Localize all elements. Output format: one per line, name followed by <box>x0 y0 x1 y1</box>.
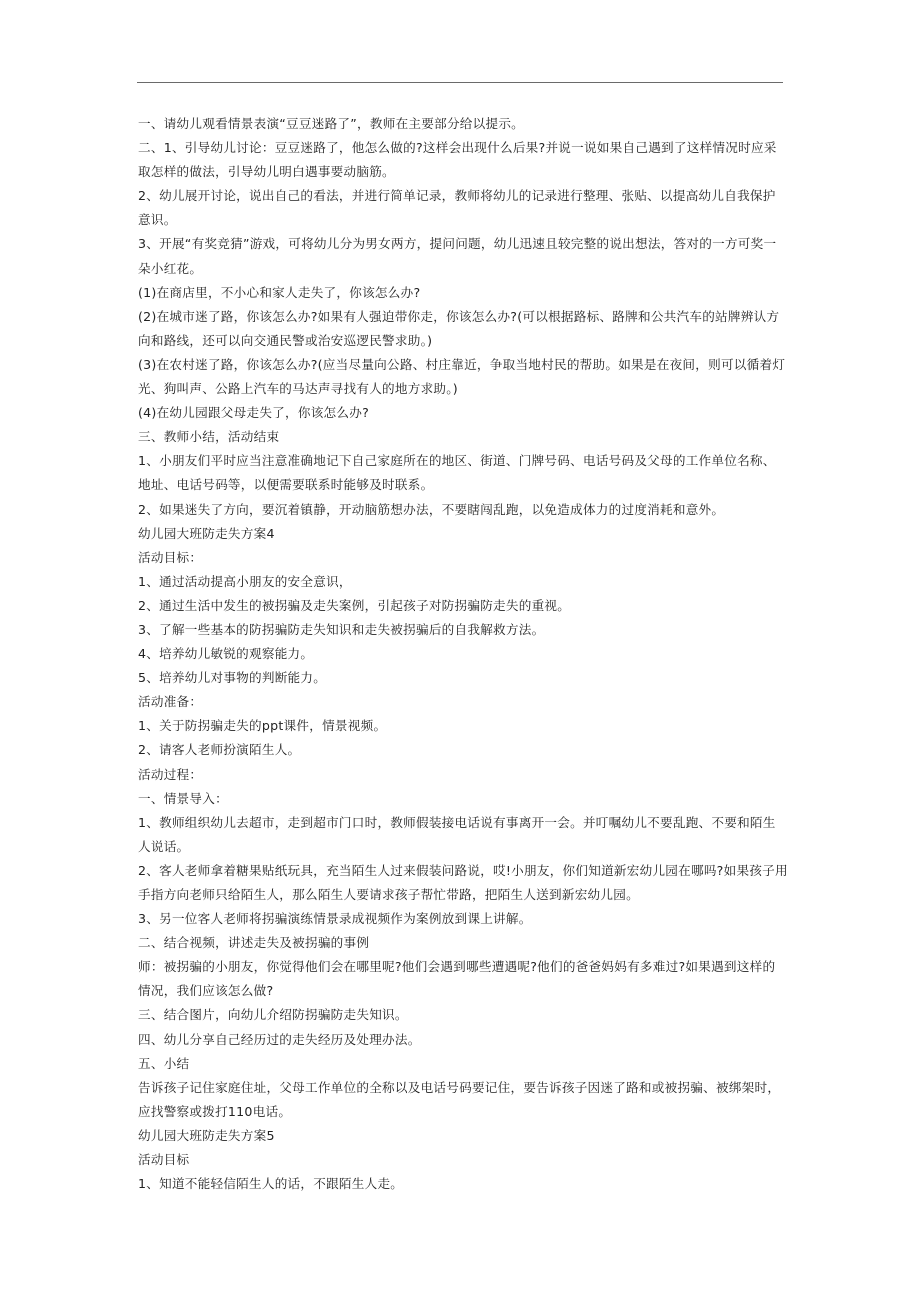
section-title: 幼儿园大班防走失方案4 <box>138 525 275 541</box>
paragraph: (3)在农村迷了路，你该怎么办?(应当尽量向公路、村庄靠近，争取当地村民的帮助。如果是在夜间，则可以循着灯光、狗叫声、公路上汽车的马达声寻找有人的地方求助。) <box>138 356 786 397</box>
paragraph: 3、了解一些基本的防拐骗防走失知识和走失被拐骗后的自我解救方法。 <box>138 621 545 637</box>
paragraph: 1、教师组织幼儿去超市，走到超市门口时，教师假装接电话说有事离开一会。并叮嘱幼儿不要乱跑、不要和陌生人说话。 <box>138 814 776 854</box>
paragraph: 2、幼儿展开讨论，说出自己的看法，并进行简单记录，教师将幼儿的记录进行整理、张贴、以提高幼儿自我保护意识。 <box>138 188 776 228</box>
section-heading: 二、结合视频，讲述走失及被拐骗的事例 <box>138 935 370 951</box>
paragraph: 2、客人老师拿着糖果贴纸玩具，充当陌生人过来假装问路说，哎!小朋友，你们知道新宏幼儿园在哪吗?如果孩子用手指方向老师只给陌生人，那么陌生人要请求孩子帮忙带路，把陌生人送到新宏幼儿园。 <box>138 862 788 902</box>
section-heading: 活动过程： <box>138 766 203 782</box>
paragraph: 3、另一位客人老师将拐骗演练情景录成视频作为案例放到课上讲解。 <box>138 911 532 927</box>
paragraph: 2、请客人老师扮演陌生人。 <box>138 742 301 758</box>
paragraph: 5、培养幼儿对事物的判断能力。 <box>138 670 327 686</box>
paragraph: 2、如果迷失了方向，要沉着镇静，开动脑筋想办法，不要瞎闯乱跑，以免造成体力的过度消耗和意外。 <box>138 501 725 517</box>
section-heading: 活动目标： <box>138 549 203 565</box>
paragraph: (1)在商店里，不小心和家人走失了，你该怎么办? <box>138 284 421 300</box>
paragraph: 1、通过活动提高小朋友的安全意识， <box>138 573 352 589</box>
paragraph: 3、开展“有奖竞猜”游戏，可将幼儿分为男女两方，提问问题，幼儿迅速且较完整的说出想法，答对的一方可奖一朵小红花。 <box>138 236 777 276</box>
section-heading: 四、幼儿分享自己经历过的走失经历及处理办法。 <box>138 1031 421 1047</box>
paragraph: 1、知道不能轻信陌生人的话，不跟陌生人走。 <box>138 1176 404 1192</box>
paragraph: 告诉孩子记住家庭住址，父母工作单位的全称以及电话号码要记住，要告诉孩子因迷了路和或被拐骗、被绑架时，应找警察或拨打110电话。 <box>138 1079 781 1119</box>
paragraph: 2、通过生活中发生的被拐骗及走失案例，引起孩子对防拐骗防走失的重视。 <box>138 597 571 613</box>
header-rule <box>137 82 783 83</box>
section-heading: 活动目标 <box>138 1152 190 1168</box>
paragraph: (2)在城市迷了路，你该怎么办?如果有人强迫带你走，你该怎么办?(可以根据路标、路牌和公共汽车的站牌辨认方向和路线，还可以向交通民警或治安巡逻民警求助。) <box>138 308 780 348</box>
section-heading: 三、结合图片，向幼儿介绍防拐骗防走失知识。 <box>138 1007 408 1023</box>
paragraph: (4)在幼儿园跟父母走失了，你该怎么办? <box>138 405 370 421</box>
document-body <box>138 112 788 1196</box>
paragraph: 一、请幼儿观看情景表演“豆豆迷路了”，教师在主要部分给以提示。 <box>138 116 525 131</box>
paragraph: 1、关于防拐骗走失的ppt课件，情景视频。 <box>138 718 387 734</box>
paragraph: 1、小朋友们平时应当注意准确地记下自己家庭所在的地区、街道、门牌号码、电话号码及父母的工作单位名称、地址、电话号码等，以便需要联系时能够及时联系。 <box>138 453 776 493</box>
section-heading: 一、情景导入： <box>138 790 228 806</box>
section-heading: 五、小结 <box>138 1055 190 1071</box>
paragraph: 二、1、引导幼儿讨论：豆豆迷路了，他怎么做的?这样会出现什么后果?并说一说如果自己遇到了这样情况时应采取怎样的做法，引导幼儿明白遇事要动脑筋。 <box>138 140 777 180</box>
paragraph: 4、培养幼儿敏锐的观察能力。 <box>138 646 314 662</box>
section-heading: 活动准备： <box>138 694 203 710</box>
section-title: 幼儿园大班防走失方案5 <box>138 1127 275 1143</box>
paragraph: 师：被拐骗的小朋友，你觉得他们会在哪里呢?他们会遇到哪些遭遇呢?他们的爸爸妈妈有多难过?如果遇到这样的情况，我们应该怎么做? <box>138 959 776 999</box>
section-heading: 三、教师小结，活动结束 <box>138 429 280 445</box>
